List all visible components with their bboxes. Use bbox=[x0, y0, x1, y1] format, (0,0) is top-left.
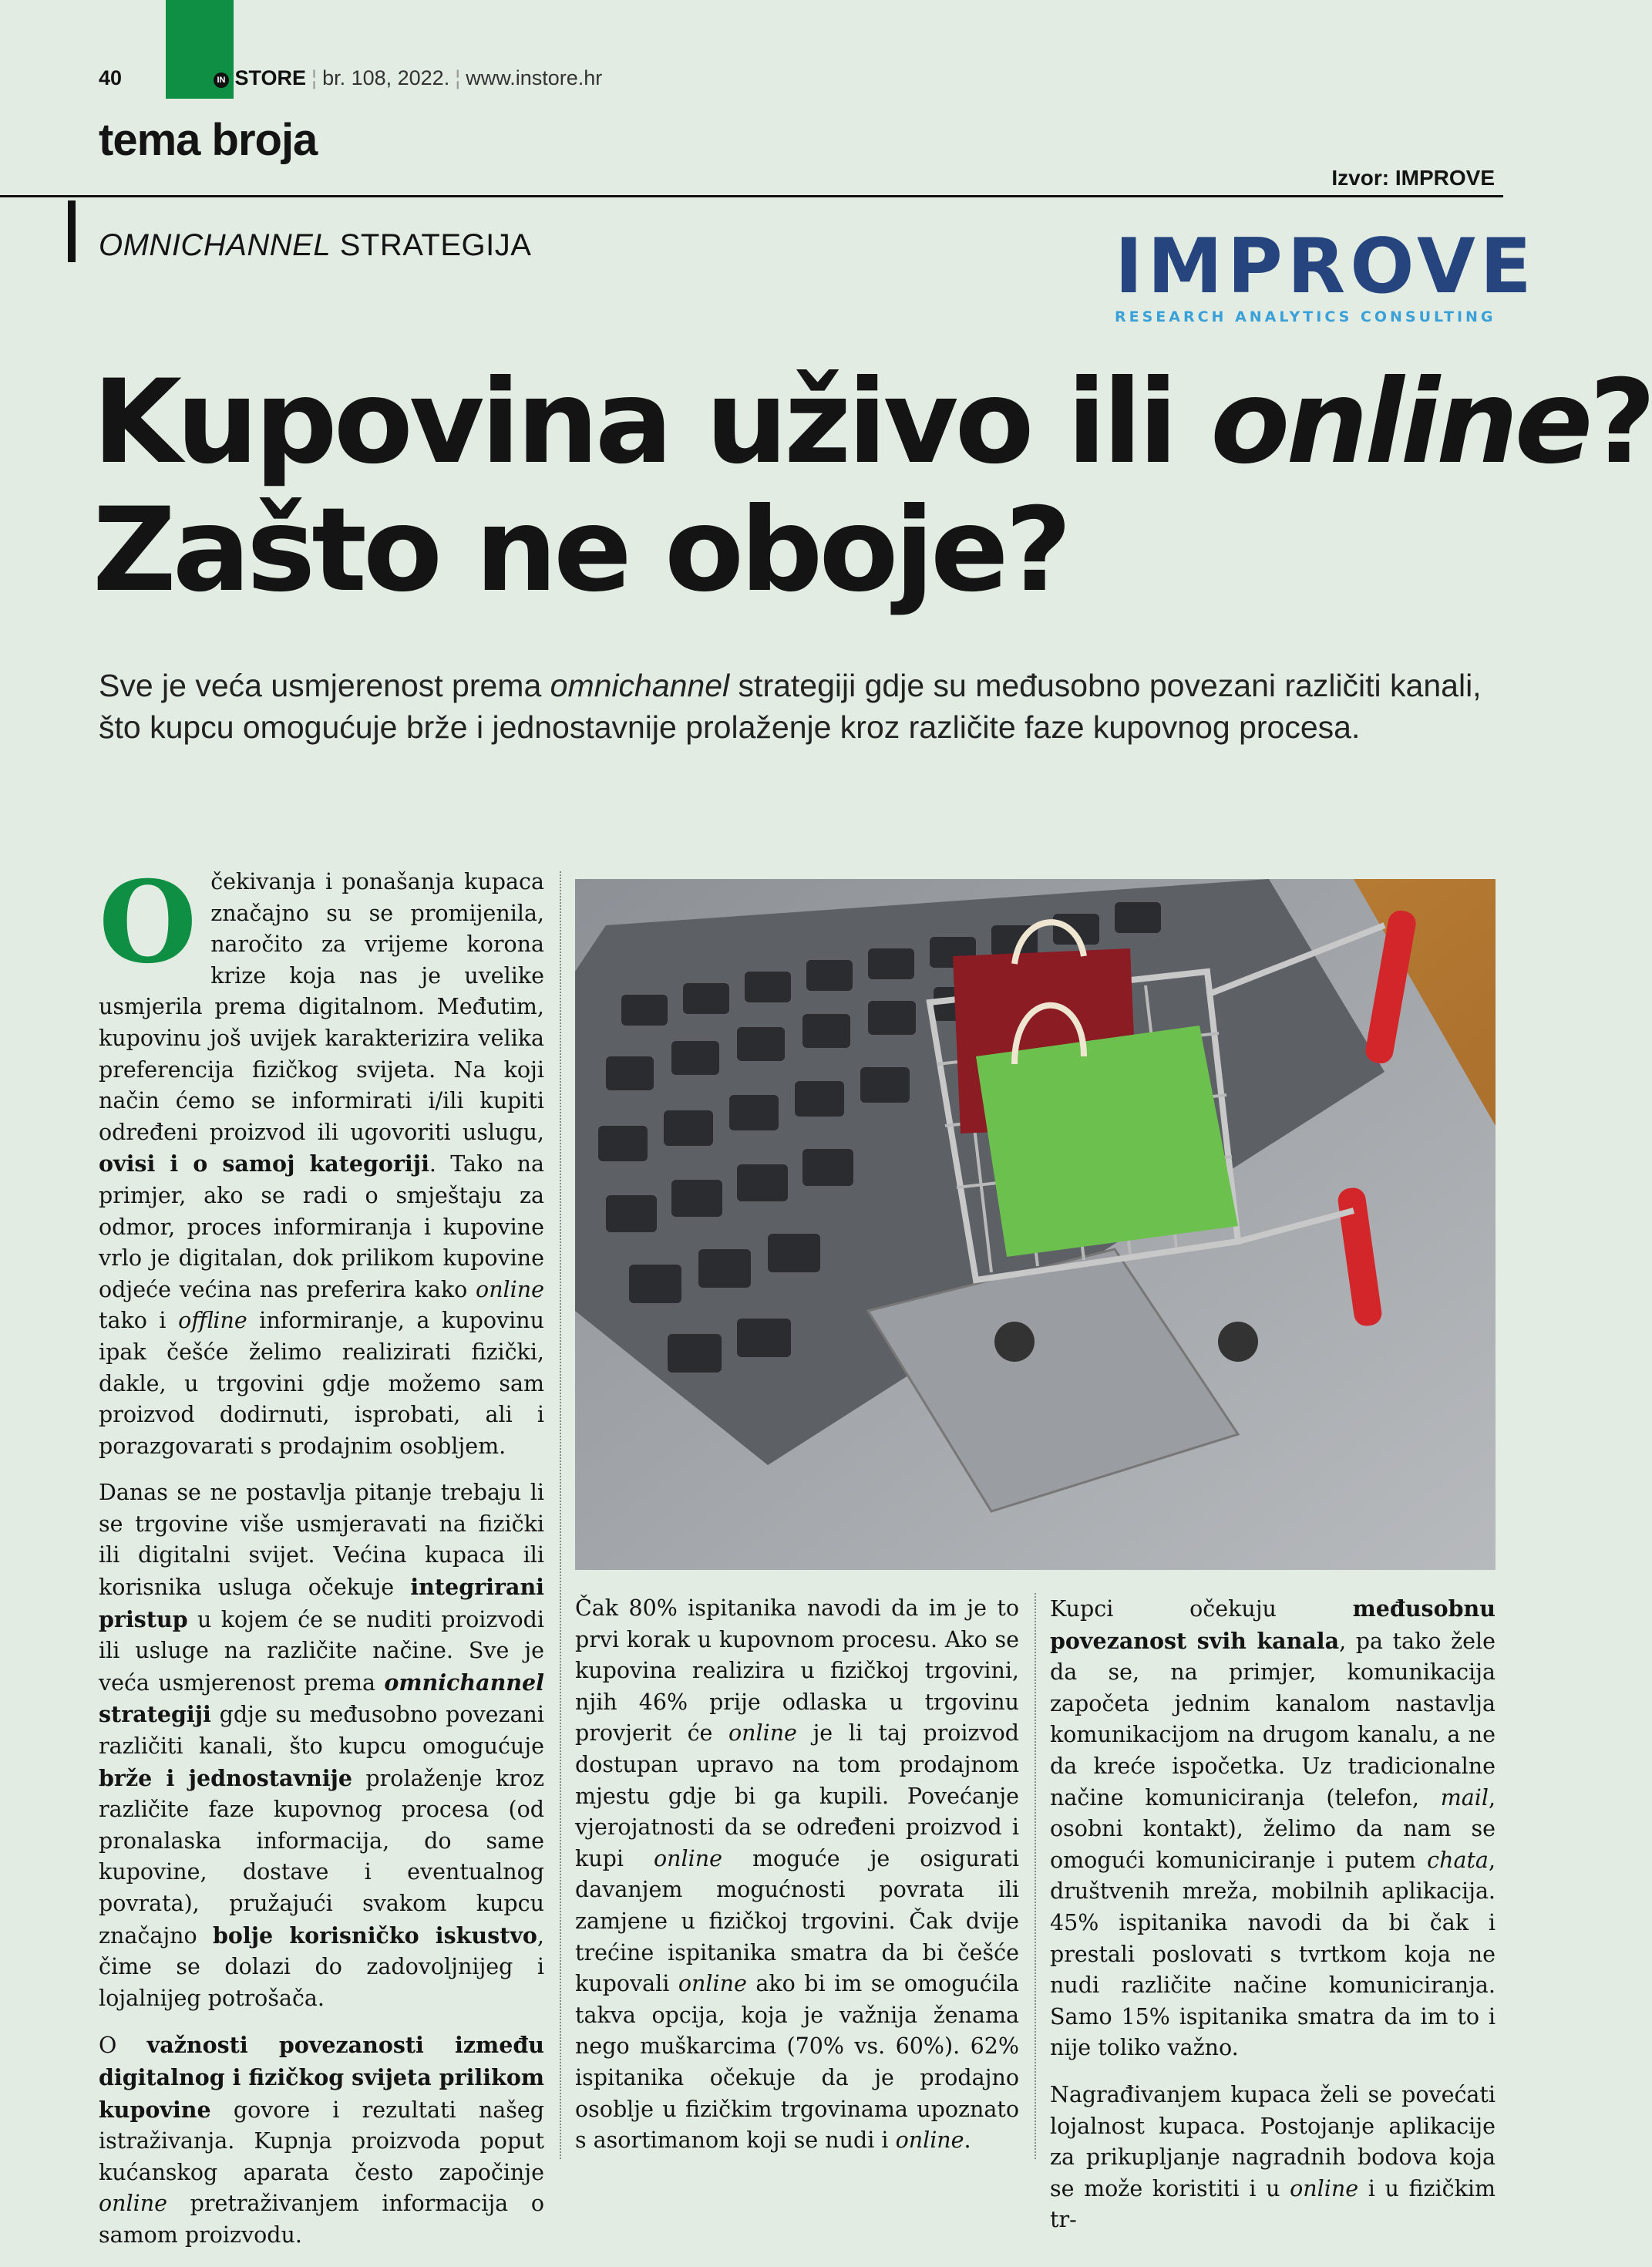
paragraph-6: Nagrađivanjem kupaca želi se povećati lojalnost kupaca. Postojanje aplikacije za prikupljanje nagradnih bodova koja se može koristiti i u online i u fizičkim tr- bbox=[1050, 2081, 1496, 2233]
paragraph-1: Očekivanja i ponašanja kupaca značajno su se promijenila, naročito za vrijeme korona krize koja nas je uvelike usmjerila prema digitalnom. Međutim, kupovinu još uvijek karakterizira velika preferencija fizičkog svijeta. Na koji način ćemo se informirati i/ili kupiti određeni proizvod ili ugovoriti uslugu, ovisi i o samoj kategoriji. Tako na primjer, ako se radi o smještaju za odmor, proces informiranja i kupovine vrlo je digitalan, dok prilikom kupovine odjeće većina nas preferira kako online tako i offline informiranje, a kupovinu ipak češće želimo realizirati fizički, dakle, u trgovini gdje možemo sam proizvod dodirnuti, isprobati, ali i porazgovarati s prodajnim osobljem. bbox=[99, 857, 544, 1459]
title-line-2: Zašto ne oboje? bbox=[93, 483, 1068, 618]
improve-logo-tagline: RESEARCH ANALYTICS CONSULTING bbox=[1115, 308, 1496, 325]
header-rule bbox=[0, 195, 1503, 197]
page-number: 40 bbox=[99, 66, 123, 89]
source-credit: Izvor: IMPROVE bbox=[1331, 166, 1495, 190]
paragraph-2: Danas se ne postavlja pitanje trebaju li se trgovine više usmjeravati na fizički ili digitalni svijet. Većina kupaca ili korisnika usluga očekuje integrirani pristup u kojem će se nuditi proizvodi ili usluge na različite načine. Sve je veća usmjerenost prema omnichannel strategiji gdje su međusobno povezani različiti kanali, što kupcu omogućuje brže i jednostavnije prolaženje kroz različite faze kupovnog procesa (od pronalaska informacija, do same kupovine, dostave i eventualnog povrata), pružajući svakom kupcu značajno bolje korisničko iskustvo, čime se dolazi do zadovoljnijeg i lojalnijeg potrošača. bbox=[99, 1480, 544, 2011]
paragraph-5: Kupci očekuju međusobnu povezanost svih kanala, pa tako žele da se, na primjer, komunikacija započeta jednim kanalom nastavlja komunikacijom na drugom kanalu, a ne da kreće ispočetka. Uz tradicionalne načine komuniciranja (telefon, mail, osobni kontakt), želimo da nam se omogući komuniciranje i putem chata, društvenih mreža, mobilnih aplikacija. 45% ispitanika navodi da bi čak i prestali poslovati s tvrtkom koja ne nudi različite načine komuniciranja. Samo 15% ispitanika smatra da im to i nije toliko važno. bbox=[1050, 1595, 1496, 2061]
improve-logo bbox=[1115, 223, 1536, 325]
column-divider-1 bbox=[560, 871, 561, 2159]
paragraph-3: O važnosti povezanosti između digitalnog i fizičkog svijeta prilikom kupovine govore i rezultati našeg istraživanja. Kupnja proizvoda poput kućanskog aparata često započinje online pretraživanjem informacija o samom proizvodu. bbox=[99, 2032, 544, 2248]
kicker: OMNICHANNEL STRATEGIJA bbox=[99, 228, 532, 262]
kicker-bar bbox=[68, 200, 76, 262]
improve-logo-word: IMPROVE bbox=[1115, 223, 1536, 311]
section-title: tema broja bbox=[99, 115, 318, 165]
article-column-3 bbox=[1050, 1593, 1496, 2252]
article-column-1 bbox=[99, 857, 544, 2267]
column-divider-2 bbox=[1035, 1593, 1036, 2159]
shopping-cart-on-laptop-photo-icon bbox=[575, 879, 1496, 1570]
article-title bbox=[93, 355, 1652, 618]
article-lead: Sve je veća usmjerenost prema omnichannel strategiji gdje su međusobno povezani različiti kanali, što kupcu omogućuje brže i jednostavnije prolaženje kroz različite faze kupovnog procesa. bbox=[99, 668, 1482, 745]
instore-logo-icon: IN bbox=[214, 72, 229, 88]
article-column-2 bbox=[575, 1593, 1019, 2172]
magazine-info: IN STORE ¦ br. 108, 2022. ¦ www.instore.hr bbox=[214, 66, 602, 90]
issue-number: br. 108, 2022. bbox=[322, 66, 450, 89]
magazine-name: STORE bbox=[234, 66, 307, 89]
paragraph-4: Čak 80% ispitanika navodi da im je to prvi korak u kupovnom procesu. Ako se kupovina realizira u fizičkoj trgovini, njih 46% prije odlaska u trgovinu provjerit će online je li taj proizvod dostupan upravo na tom prodajnom mjestu gdje bi ga kupili. Povećanje vjerojatnosti da se određeni proizvod i kupi online moguće je osigurati davanjem mogućnosti povrata ili zamjene u fizičkoj trgovini. Čak dvije trećine ispitanika smatra da bi češće kupovali online ako bi im se omogućila takva opcija, koja je važnija ženama nego muškarcima (70% vs. 60%). 62% ispitanika očekuje da je prodajno osoblje u fizičkim trgovinama upoznato s asortimanom koji se nudi i online. bbox=[575, 1595, 1019, 2154]
cart-on-laptop-photo bbox=[575, 879, 1496, 1570]
drop-cap: O bbox=[99, 857, 197, 989]
magazine-website[interactable]: www.instore.hr bbox=[466, 66, 603, 89]
title-line-1: Kupovina uživo ili online? bbox=[93, 355, 1652, 490]
